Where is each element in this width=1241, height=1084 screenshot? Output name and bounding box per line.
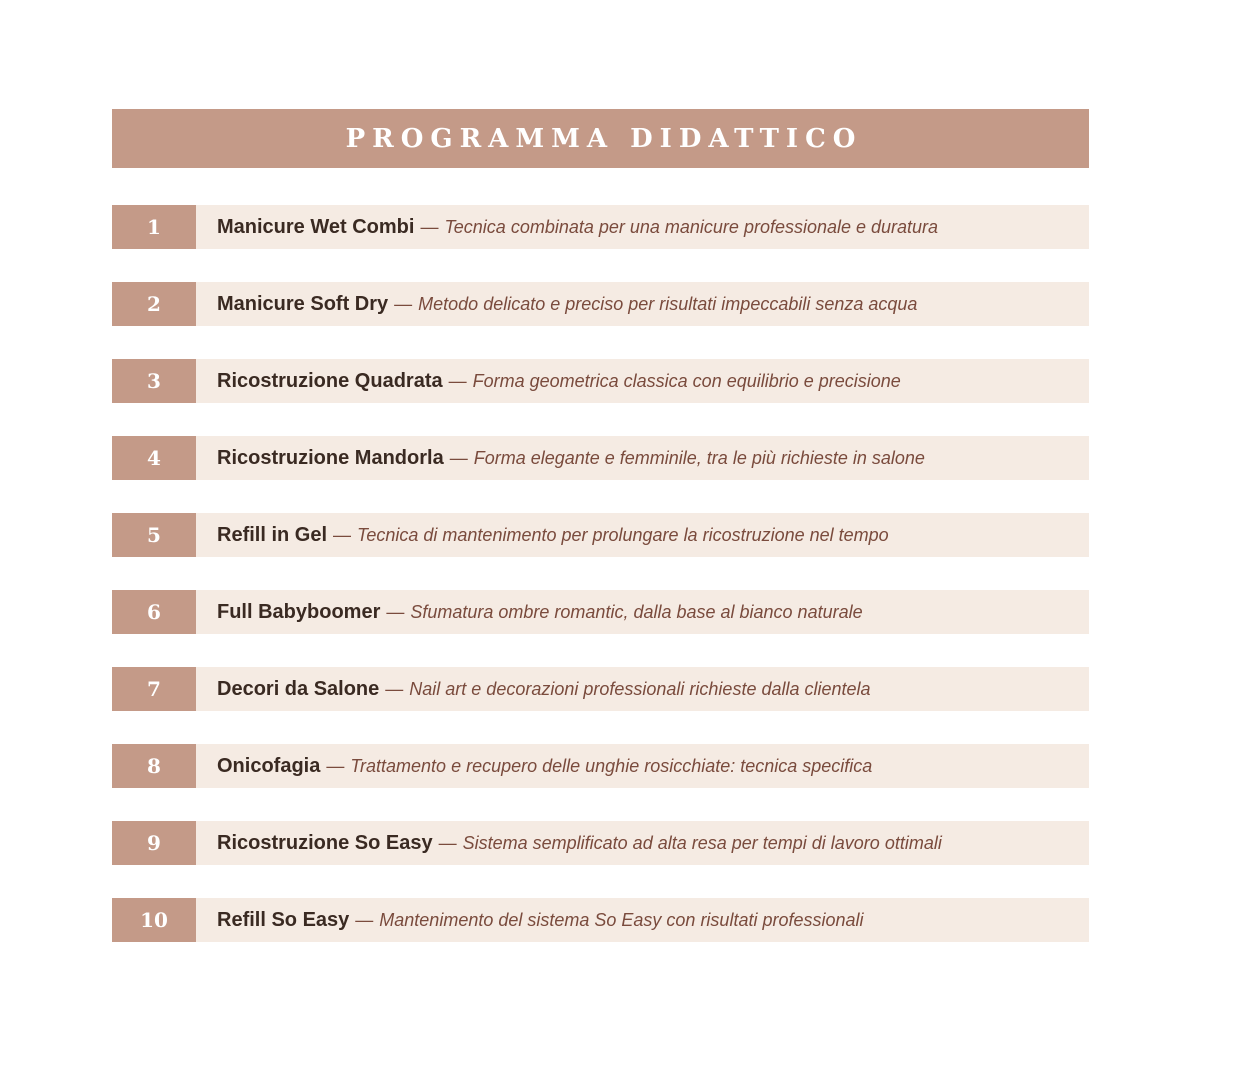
item-separator: — (333, 524, 352, 545)
item-description: Mantenimento del sistema So Easy con risultati professionali (379, 909, 864, 930)
item-content (196, 821, 1089, 865)
item-content (196, 359, 1089, 403)
item-separator: — (385, 678, 404, 699)
item-separator: — (326, 755, 345, 776)
item-description: Tecnica combinata per una manicure professionale e duratura (444, 216, 939, 237)
list-item (112, 513, 1089, 557)
item-title: Full Babyboomer (217, 600, 381, 623)
list-item (112, 436, 1089, 480)
list-item (112, 205, 1089, 249)
item-content (196, 282, 1089, 326)
item-description: Nail art e decorazioni professionali richieste dalla clientela (409, 678, 871, 699)
item-separator: — (355, 909, 374, 930)
item-description: Forma geometrica classica con equilibrio e precisione (472, 370, 901, 391)
item-description: Tecnica di mantenimento per prolungare la ricostruzione nel tempo (357, 524, 889, 545)
item-content (196, 744, 1089, 788)
list-item (112, 590, 1089, 634)
item-description: Sistema semplificato ad alta resa per tempi di lavoro ottimali (462, 832, 942, 853)
item-description: Metodo delicato e preciso per risultati impeccabili senza acqua (418, 293, 918, 314)
item-number: 5 (112, 513, 196, 557)
list-item (112, 359, 1089, 403)
item-title: Refill in Gel (217, 523, 328, 546)
item-title: Ricostruzione So Easy (217, 831, 433, 854)
item-title: Manicure Wet Combi (217, 215, 415, 238)
item-description: Sfumatura ombre romantic, dalla base al bianco naturale (410, 601, 863, 622)
item-title: Decori da Salone (217, 677, 380, 700)
item-title: Onicofagia (217, 754, 321, 777)
item-number: 1 (112, 205, 196, 249)
item-number: 3 (112, 359, 196, 403)
item-description: Trattamento e recupero delle unghie rosicchiate: tecnica specifica (350, 755, 873, 776)
item-title: Refill So Easy (217, 908, 350, 931)
item-content (196, 898, 1089, 942)
item-number: 6 (112, 590, 196, 634)
item-number: 4 (112, 436, 196, 480)
item-content (196, 513, 1089, 557)
item-separator: — (449, 447, 468, 468)
item-number: 10 (112, 898, 196, 942)
item-number: 9 (112, 821, 196, 865)
list-item (112, 667, 1089, 711)
list-item (112, 744, 1089, 788)
item-number: 7 (112, 667, 196, 711)
item-number: 8 (112, 744, 196, 788)
item-separator: — (394, 293, 413, 314)
program-list (112, 205, 1089, 975)
item-content (196, 436, 1089, 480)
item-separator: — (420, 216, 439, 237)
item-content (196, 205, 1089, 249)
item-title: Ricostruzione Mandorla (217, 446, 444, 469)
item-content (196, 667, 1089, 711)
item-description: Forma elegante e femminile, tra le più richieste in salone (473, 447, 925, 468)
item-number: 2 (112, 282, 196, 326)
item-separator: — (386, 601, 405, 622)
list-item (112, 898, 1089, 942)
page-title: PROGRAMMA DIDATTICO (345, 123, 863, 154)
item-content (196, 590, 1089, 634)
item-separator: — (438, 832, 457, 853)
item-separator: — (448, 370, 467, 391)
list-item (112, 821, 1089, 865)
item-title: Ricostruzione Quadrata (217, 369, 443, 392)
program-header (112, 109, 1089, 168)
item-title: Manicure Soft Dry (217, 292, 389, 315)
list-item (112, 282, 1089, 326)
